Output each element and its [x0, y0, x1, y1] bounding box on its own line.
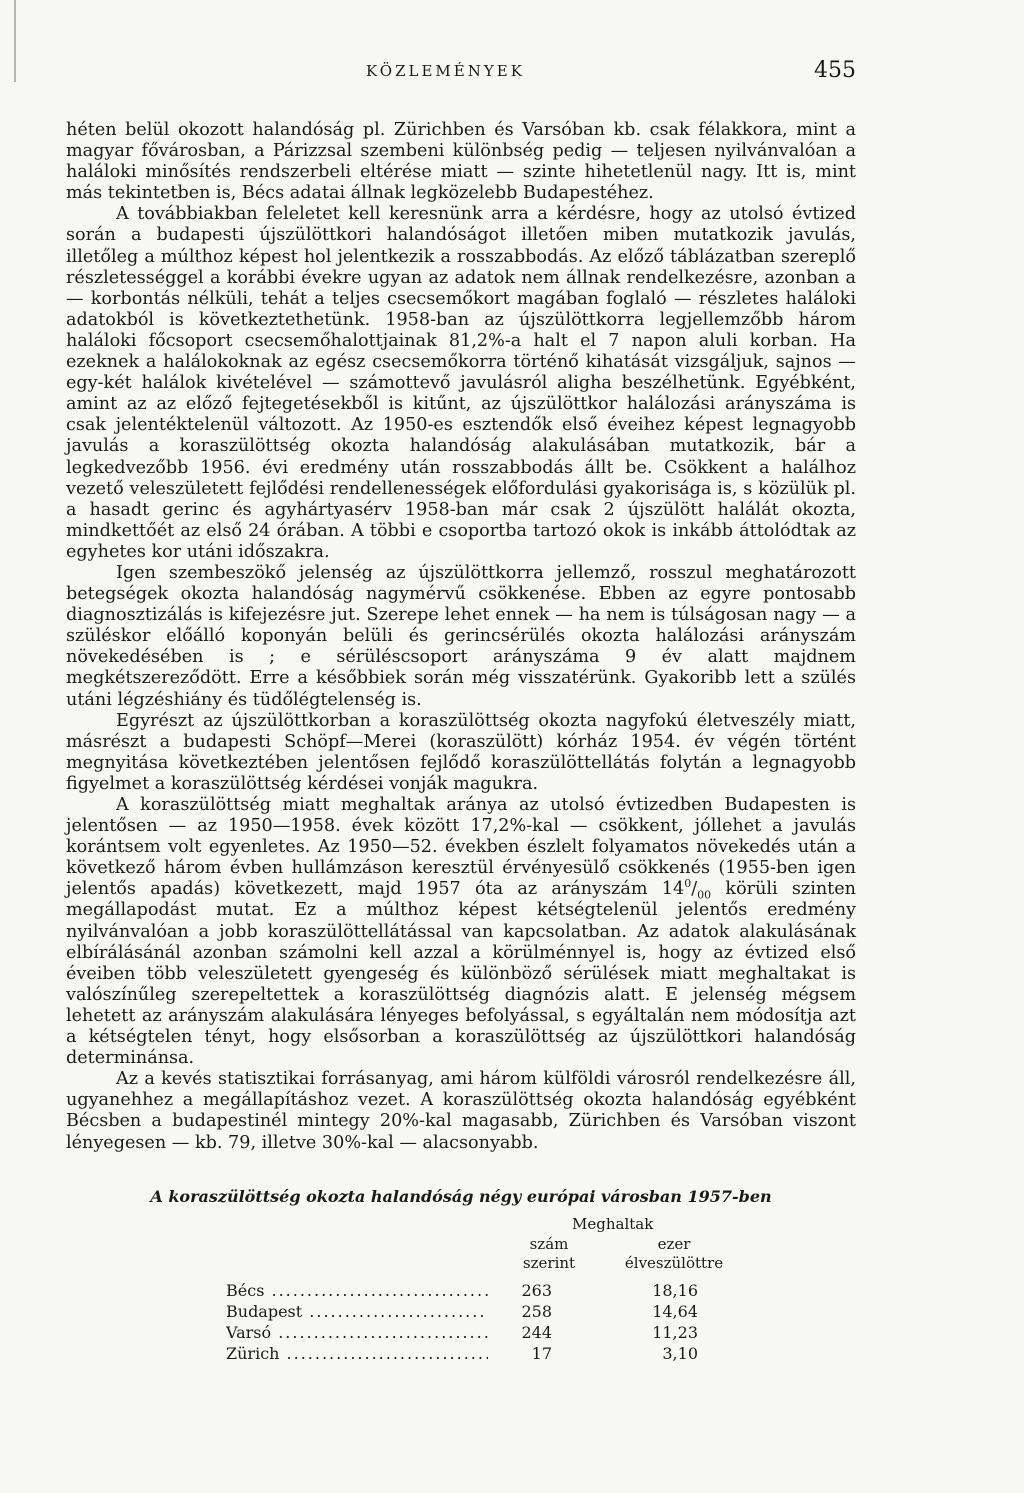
table-column-header-rate: [604, 1235, 744, 1273]
column-header-line: ezer: [657, 1235, 691, 1253]
table-body: [226, 1281, 746, 1365]
table-group-header: Meghaltak: [572, 1215, 654, 1233]
table-caption: A koraszülöttség okozta halandóság négy európai városban 1957-ben: [150, 1187, 772, 1206]
body-text: [66, 120, 856, 1154]
paragraph-5-part: -kal — csökkent, jóllehet a javulás korántsem volt egyenletes. Az 1950—52. években észlelt folyamatos növekedés után a következő három évben hullámzáson keresztül érvényesülő csökkenés (1955-ben igen jelentős apadás) következett, majd 1957 óta az arányszám 14: [66, 816, 857, 900]
paragraph-6: [66, 1069, 856, 1153]
paragraph-4: Egyrészt az újszülöttkorban a koraszülöttség okozta nagyfokú életveszély miatt, másrészt a budapesti Schöpf—Merei (koraszülött) kórház 1954. év végén történt megnyitása következtében jelentősen fejlődő koraszülöttellátás folytán a legnagyobb figyelmet a koraszülöttség kérdései vonják magukra.: [66, 710, 856, 794]
row-city: Varsó .....: [226, 1323, 488, 1342]
percent-sign: %: [344, 1132, 362, 1153]
row-per-thousand: 14,64: [652, 1302, 698, 1321]
table-column-header-number: [494, 1235, 604, 1273]
row-per-thousand: 18,16: [652, 1281, 698, 1300]
percent-sign: %: [509, 816, 527, 837]
column-header-line: szám: [529, 1235, 569, 1253]
running-head: KÖZLEMÉNYEK: [366, 62, 525, 80]
row-number: 263: [521, 1281, 552, 1300]
paragraph-6-part: -kal — alacsonyabb.: [361, 1132, 539, 1153]
table-row: [226, 1281, 746, 1302]
row-city: Zürich .....: [226, 1344, 488, 1363]
page-header: [66, 58, 856, 88]
row-number: 244: [521, 1323, 552, 1342]
paragraph-1: héten belül okozott halandóság pl. Zürichben és Varsóban kb. csak félakkora, mint a magyar fővárosban, a Párizzsal szembeni különbség pedig — teljesen nyilvánvalóan a haláloki minősítés rendszerbeli eltérése miatt — szinte hihetetlenül nagy. Itt is, mint más tekintetben is, Bécs adatai állnak legközelebb Budapestéhez.: [66, 120, 856, 204]
column-header-line: szerint: [522, 1254, 576, 1272]
paragraph-6-part: -kal magasabb, Zürichben és Varsóban viszont lényegesen — kb. 79, illetve 30: [66, 1111, 856, 1153]
row-per-thousand: 11,23: [652, 1323, 698, 1342]
paragraph-2-part: A továbbiakban feleletet kell keresnünk arra a kérdésre, hogy az utolsó évtized során a budapesti újszülöttkori halandóságot illetően miben mutatkozik javulás, illetőleg a múlthoz képest hol jelentkezik a rosszabbodás. Az előző táblázatban szereplő részletességgel a korábbi évekre ugyan az adatok nem állnak rendelkezésre, azonban a — korbontás nélküli, tehát a teljes csecsemőkort magában foglaló — részletes haláloki adatokból is következtethetünk. 1958-ban az újszülöttkorra legjellemzőbb három haláloki főcsoport csecsemőhalottjainak 81,2: [66, 204, 856, 351]
permille-sup: 0: [684, 877, 692, 891]
paragraph-5-part: A koraszülöttség miatt meghaltak aránya az utolsó évtizedben Budapesten is jelentősen — az 1950—1958. évek között 17,2: [66, 795, 856, 837]
row-number: 258: [521, 1302, 552, 1321]
row-city: Budapest .....: [226, 1302, 488, 1321]
table-row: [226, 1302, 746, 1323]
permille-sub: 00: [697, 888, 712, 902]
row-number: 17: [531, 1344, 552, 1363]
paragraph-2-part: -a halt el 7 napon aluli korban. Ha ezeknek a halálokoknak az egész csecsemőkorra történő kihatását vizsgáljuk, sajnos — egy-két halálok kivételével — számottevő javulásról aligha beszélhetünk. Egyébként, amint az az előző fejtegetésekből is kitűnt, az újszülöttkor halálozási arányszáma is csak jelentéktelenül változott. Az 1950-es esztendők első éveihez képest legnagyobb javulás a koraszülöttség okozta halandóság alakulásában mutatkozik, bár a legkedvezőbb 1956. évi eredmény után rosszabbodás állt be. Csökkent a halálhoz vezető veleszületett fejlődési rendellenességek előfordulási gyakorisága is, s közülük pl. a hasadt gerinc és agyhártyasérv 1958-ban már csak 2 újszülött halálát okozta, mindkettőét az első 24 órában. A többi e csoportba tartozó okok is inkább áttolódtak az egyhetes kor utáni időszakra.: [66, 330, 856, 562]
page-number: 455: [814, 58, 856, 83]
scan-edge-line: [14, 0, 16, 82]
row-city: Bécs .....: [226, 1281, 488, 1300]
paragraph-5: A koraszülöttség miatt meghaltak aránya az utolsó évtizedben Budapesten is jelentősen — az 1950—1958. évek között 17,2%-kal — csökkent, jóllehet a javulás korántsem volt egyenletes. Az 1950—52. években észlelt folyamatos növekedés után a következő három évben hullámzáson keresztül érvényesülő csökkenés (1955-ben igen jelentős apadás) következett, majd 1957 óta az arányszám $14^0/_{00}$ körüli szinten megállapodást mutat. Ez a múlthoz képest kétségtelenül jelentős eredmény nyilvánvalóan a jobb koraszülöttellátással van kapcsolatban. Az adatok alakulásának elbírálásánál azonban számolni kell azzal a körülménnyel is, hogy az évtized első éveiben több veleszületett gyengeség és különböző sérülések miatt meghaltakat is valószínűleg szerepeltettek a koraszülöttség diagnózis alatt. E jelenség mégsem lehetett az arányszám alakulására lényeges befolyással, s egyáltalán nem módosítja azt a kétségtelen tényt, hogy elsősorban a koraszülöttség az újszülöttkori halandóság determinánsa.: [66, 795, 857, 1069]
paragraph-6-part: Az a kevés statisztikai forrásanyag, ami három külföldi városról rendelkezésre áll, ugyanehhez a megállapításhoz vezet. A koraszülöttség okozta halandóság egyébként Bécsben a budapestinél mintegy 20: [66, 1069, 856, 1132]
row-per-thousand: 3,10: [662, 1344, 698, 1363]
table-row: [226, 1344, 746, 1365]
paragraph-5-part: körüli szinten megállapodást mutat. Ez a múlthoz képest kétségtelenül jelentős eredmény nyilvánvalóan a jobb koraszülöttellátással van kapcsolatban. Az adatok alakulásának elbírálásánál azonban számolni kell azzal a körülménnyel is, hogy az évtized első éveiben több veleszületett gyengeség és különböző sérülések miatt meghaltakat is valószínűleg szerepeltettek a koraszülöttség diagnózis alatt. E jelenség mégsem lehetett az arányszám alakulására lényeges befolyással, s egyáltalán nem módosítja azt a kétségtelen tényt, hogy elsősorban a koraszülöttség az újszülöttkori halandóság determinánsa.: [66, 879, 856, 1069]
percent-sign: %: [488, 330, 505, 351]
column-header-line: élveszülöttre: [624, 1254, 724, 1272]
percent-sign: %: [402, 1111, 420, 1132]
paragraph-3: Igen szembeszökő jelenség az újszülöttkorra jellemző, rosszul meghatározott betegségek okozta halandóság nagymérvű csökkenése. Ebben az egyre pontosabb diagnosztizálás is kifejezésre jut. Szerepe lehet ennek — ha nem is túlságosan nagy — a szüléskor előálló koponyán belüli és gerincsérülés okozta halálozási arányszám növekedésében is ; e sérüléscsoport arányszáma 9 év alatt majdnem megkétszereződött. Erre a későbbiek során még visszatérünk. Gyakoribb lett a szülés utáni légzéshiány és tüdőlégtelenség is.: [66, 562, 856, 710]
table-row: [226, 1323, 746, 1344]
paragraph-2: [66, 204, 856, 563]
